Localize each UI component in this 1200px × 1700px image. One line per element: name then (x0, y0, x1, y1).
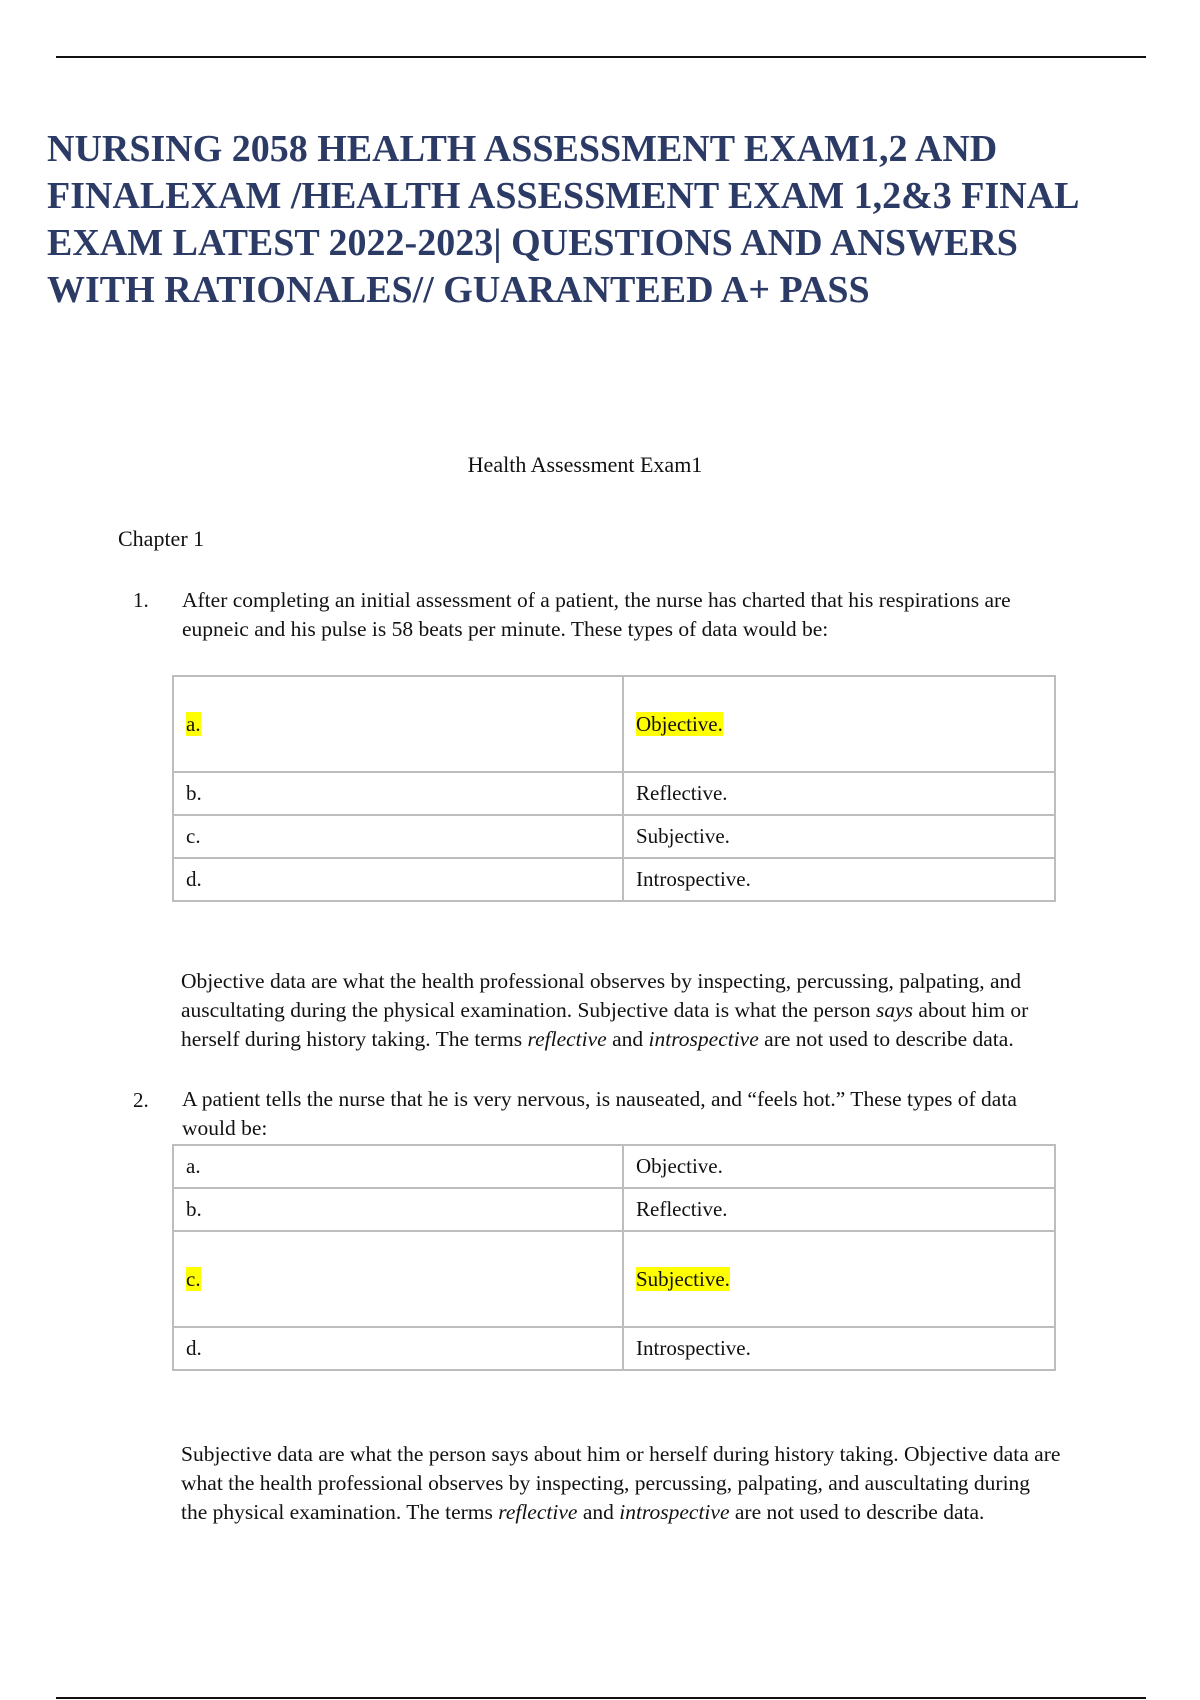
option-text: Subjective. (623, 815, 1055, 858)
option-text: Reflective. (623, 772, 1055, 815)
option-text: Introspective. (623, 858, 1055, 901)
question-number: 2. (133, 1088, 149, 1112)
option-row (173, 858, 1055, 901)
exam-heading: Health Assessment Exam1 (467, 452, 703, 477)
option-row (173, 1188, 1055, 1231)
option-letter: d. (173, 858, 623, 901)
question-number: 1. (133, 588, 149, 612)
option-row (173, 1231, 1055, 1327)
title-line: FINALEXAM /HEALTH ASSESSMENT EXAM 1,2&3 FINAL (47, 175, 1080, 217)
rationale-q1: Objective data are what the health professional observes by inspecting, percussing, palpating, and auscultating during the physical examination. Subjective data is what the person says about him or herself during history taking. The terms reflective and introspective are not used to describe data. (181, 969, 1029, 1051)
option-text: Introspective. (623, 1327, 1055, 1370)
option-row (173, 676, 1055, 772)
option-letter: a. (173, 1145, 623, 1188)
option-row (173, 1327, 1055, 1370)
bottom-rule (56, 1697, 1146, 1699)
title-line: NURSING 2058 HEALTH ASSESSMENT EXAM1,2 AND (47, 128, 998, 170)
options-table-q1 (172, 675, 1056, 902)
option-letter: a. (173, 676, 623, 772)
title-line: EXAM LATEST 2022-2023| QUESTIONS AND ANSWERS (47, 222, 1018, 264)
option-letter: c. (173, 815, 623, 858)
question-text: A patient tells the nurse that he is very nervous, is nauseated, and “feels hot.” These types of data would be: (182, 1087, 1017, 1140)
option-letter: b. (173, 1188, 623, 1231)
question-text: After completing an initial assessment of a patient, the nurse has charted that his respirations are eupneic and his pulse is 58 beats per minute. These types of data would be: (182, 588, 1011, 641)
option-text: Subjective. (623, 1231, 1055, 1327)
option-letter: d. (173, 1327, 623, 1370)
chapter-heading: Chapter 1 (118, 526, 205, 551)
options-table-q2 (172, 1144, 1056, 1371)
option-letter: c. (173, 1231, 623, 1327)
option-row (173, 772, 1055, 815)
option-row (173, 1145, 1055, 1188)
top-rule (56, 56, 1146, 58)
option-text: Objective. (623, 676, 1055, 772)
document-title (47, 126, 1147, 314)
option-letter: b. (173, 772, 623, 815)
option-row (173, 815, 1055, 858)
rationale-q2: Subjective data are what the person says about him or herself during history taking. Objective data are what the health professional observes by inspecting, percussing, palpating, and auscultating during the physical examination. The terms reflective and introspective are not used to describe data. (181, 1442, 1061, 1524)
option-text: Objective. (623, 1145, 1055, 1188)
option-text: Reflective. (623, 1188, 1055, 1231)
title-line: WITH RATIONALES// GUARANTEED A+ PASS (47, 269, 870, 311)
